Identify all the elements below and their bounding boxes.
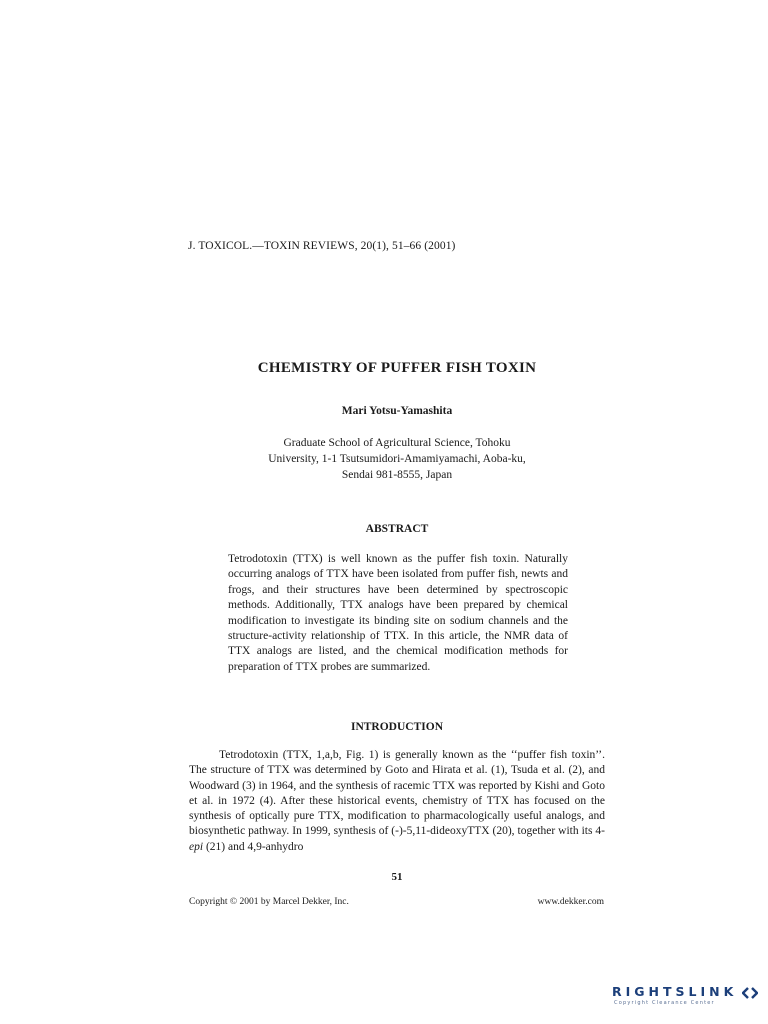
- rightslink-wordmark: RIGHTSLINK: [612, 984, 738, 999]
- introduction-heading: INTRODUCTION: [350, 721, 443, 733]
- affiliation-line: Sendai 981-8555, Japan: [341, 469, 453, 481]
- rightslink-tagline: Copyright Clearance Center: [614, 1000, 715, 1006]
- introduction-text-part: (21) and 4,9-anhydro: [203, 840, 304, 853]
- author-name: Mari Yotsu-Yamashita: [341, 405, 453, 417]
- author-affiliation: [0, 435, 768, 483]
- rightslink-logo: [612, 984, 758, 1010]
- introduction-italic-term: epi: [189, 840, 204, 853]
- introduction-text: [189, 748, 605, 855]
- affiliation-line: University, 1-1 Tsutsumidori-Amamiyamachi, Aoba-ku,: [268, 453, 526, 465]
- rightslink-arrows-icon: [742, 985, 758, 1001]
- journal-citation: J. TOXICOL.—TOXIN REVIEWS, 20(1), 51–66 (2001): [188, 240, 456, 252]
- abstract-heading: ABSTRACT: [365, 523, 429, 535]
- affiliation-line: Graduate School of Agricultural Science, Tohoku: [283, 437, 511, 449]
- page-number: 51: [391, 871, 403, 883]
- publisher-website: www.dekker.com: [537, 897, 604, 907]
- article-title: CHEMISTRY OF PUFFER FISH TOXIN: [257, 360, 537, 376]
- introduction-text-part: Tetrodotoxin (TTX, 1,a,b, Fig. 1) is generally known as the ‘‘puffer fish toxin’’. The structure of TTX was determined by Goto and Hirata et al. (1), Tsuda et al. (2), and Woodward (3) in 1964, and the synthesis of racemic TTX was reported by Kishi and Goto et al. in 1972 (4). After these historical events, chemistry of TTX has focused on the synthesis of optically pure TTX, modification to pharmacologically useful analogs, and biosynthetic pathway. In 1999, synthesis of (-)-5,11-dideoxyTTX (20), together with its 4-: [189, 749, 605, 838]
- copyright-notice: Copyright © 2001 by Marcel Dekker, Inc.: [189, 897, 349, 907]
- abstract-text: Tetrodotoxin (TTX) is well known as the puffer fish toxin. Naturally occurring analogs of TTX have been isolated from puffer fish, newts and frogs, and their structures have been determined by spectroscopic methods. Additionally, TTX analogs have been prepared by chemical modification to investigate its binding site on sodium channels and the structure-activity relationship of TTX. In this article, the NMR data of TTX analogs are listed, and the chemical modification methods for preparation of TTX probes are summarized.: [228, 553, 568, 673]
